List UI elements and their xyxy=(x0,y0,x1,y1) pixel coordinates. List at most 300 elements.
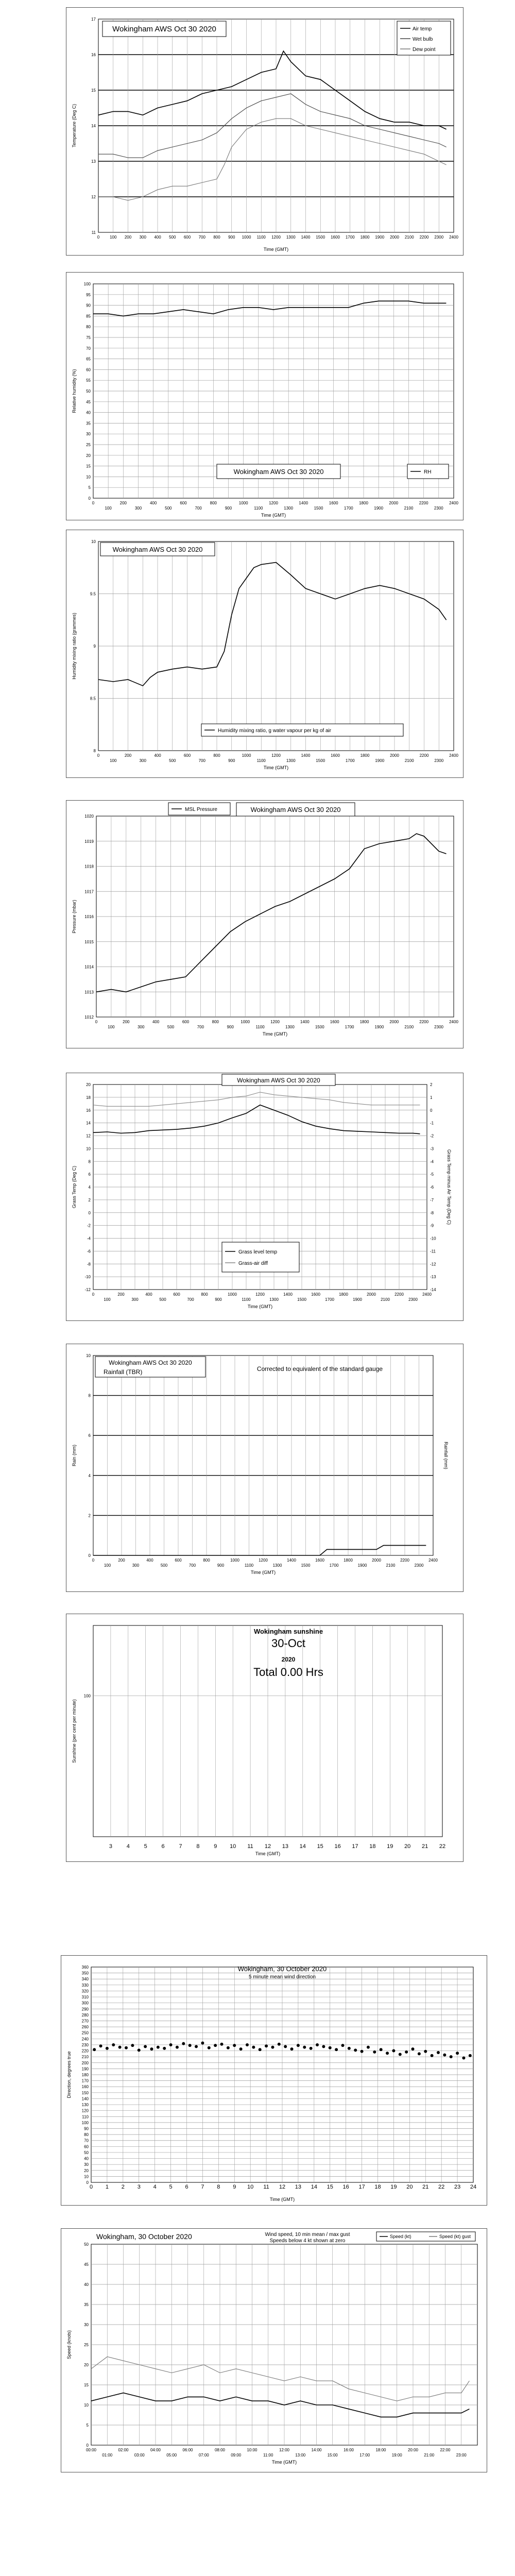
y-tick-label: 350 xyxy=(81,1971,89,1976)
data-point xyxy=(93,2048,96,2051)
y-tick-label: 160 xyxy=(81,2084,89,2090)
chart-subtitle: Speeds below 4 kt shown at zero xyxy=(269,2238,346,2244)
temperature-chart-svg xyxy=(66,8,464,256)
x-tick-label: 1800 xyxy=(359,1020,369,1024)
y-tick-label: 17 xyxy=(91,17,96,22)
x-tick-label: 900 xyxy=(215,1297,222,1302)
y-tick-label: 100 xyxy=(81,2120,89,2125)
x-tick-label: 1000 xyxy=(242,235,251,240)
y-axis-label: Humidity mixing ratio (grammes) xyxy=(72,613,77,680)
data-point xyxy=(469,2054,472,2057)
x-tick-label: 200 xyxy=(118,1558,125,1563)
y-tick-label: 30 xyxy=(86,432,91,437)
legend-label: Grass level temp xyxy=(238,1249,278,1255)
data-point xyxy=(284,2045,287,2048)
x-tick-label: 1800 xyxy=(360,235,370,240)
y-tick-label: 30 xyxy=(84,2162,89,2167)
x-tick-label: 10 xyxy=(247,2184,254,2190)
x-tick-label: 1100 xyxy=(256,758,266,763)
y-tick-label: 340 xyxy=(81,1977,89,1982)
wind-direction-chart-svg xyxy=(61,1956,488,2206)
x-tick-label: 100 xyxy=(110,235,117,240)
data-point xyxy=(462,2056,465,2059)
x-tick-label: 17 xyxy=(358,2184,365,2190)
x-tick-label: 12 xyxy=(264,1843,271,1850)
x-tick-label: 100 xyxy=(104,1297,111,1302)
y2-tick-label: -7 xyxy=(430,1197,434,1202)
y-tick-label: 250 xyxy=(81,2030,89,2036)
x-tick-label: 300 xyxy=(138,1025,145,1029)
x-tick-label: 2000 xyxy=(367,1292,376,1297)
x-tick-label: 2100 xyxy=(386,1563,396,1568)
x-axis-label: Time (GMT) xyxy=(269,2197,295,2202)
y-tick-label: 35 xyxy=(86,421,91,426)
data-point xyxy=(348,2047,351,2050)
y-tick-label: 25 xyxy=(84,2343,89,2347)
legend-label: RH xyxy=(424,469,432,475)
x-tick-label: 08:00 xyxy=(214,2448,226,2452)
x-tick-label: 1500 xyxy=(315,1025,324,1029)
x-tick-label: 2100 xyxy=(381,1297,390,1302)
x-tick-label: 200 xyxy=(124,235,132,240)
data-point xyxy=(188,2044,192,2047)
x-tick-label: 500 xyxy=(169,235,176,240)
x-tick-label: 2200 xyxy=(400,1558,409,1563)
y-tick-label: 15 xyxy=(84,2383,89,2387)
x-tick-label: 1100 xyxy=(244,1563,254,1568)
data-point xyxy=(316,2043,319,2046)
data-point xyxy=(169,2043,173,2046)
x-tick-label: 2100 xyxy=(404,235,414,240)
y-tick-label: 10 xyxy=(86,474,91,480)
sunshine-chart-svg xyxy=(66,1614,464,1862)
x-tick-label: 2100 xyxy=(404,1025,414,1029)
y-axis-label: Speed (knots) xyxy=(66,2330,72,2360)
x-tick-label: 2400 xyxy=(428,1558,438,1563)
x-tick-label: 1700 xyxy=(325,1297,334,1302)
x-tick-label: 1300 xyxy=(284,506,294,511)
x-tick-label: 1600 xyxy=(330,1020,339,1024)
rain-chart-svg xyxy=(66,1344,464,1592)
x-tick-label: 900 xyxy=(228,235,235,240)
x-axis-label: Time (GMT) xyxy=(263,247,289,252)
x-tick-label: 1300 xyxy=(269,1297,279,1302)
y-tick-label: 5 xyxy=(86,2423,89,2428)
x-tick-label: 800 xyxy=(213,235,220,240)
x-tick-label: 24 xyxy=(470,2184,477,2190)
x-tick-label: 16 xyxy=(334,1843,341,1850)
x-tick-label: 0 xyxy=(97,235,100,240)
x-tick-label: 15 xyxy=(327,2184,333,2190)
x-tick-label: 2300 xyxy=(414,1563,424,1568)
y-tick-label: 12 xyxy=(91,195,96,199)
x-tick-label: 100 xyxy=(108,1025,115,1029)
x-tick-label: 02:00 xyxy=(118,2448,129,2452)
x-tick-label: 1800 xyxy=(344,1558,353,1563)
data-point xyxy=(131,2044,134,2047)
x-tick-label: 1000 xyxy=(238,501,248,505)
y-tick-label: 230 xyxy=(81,2042,89,2047)
chart-title: Wokingham AWS Oct 30 2020 xyxy=(112,25,216,33)
data-point xyxy=(239,2047,243,2050)
x-tick-label: 23 xyxy=(454,2184,461,2190)
y-tick-label: 8 xyxy=(88,1393,91,1398)
x-tick-label: 400 xyxy=(152,1020,160,1024)
x-tick-label: 8 xyxy=(196,1843,200,1850)
data-point xyxy=(182,2042,185,2045)
data-point xyxy=(380,2048,383,2051)
rain-chart xyxy=(66,1344,464,1592)
x-tick-label: 16:00 xyxy=(343,2448,354,2452)
data-point xyxy=(437,2051,440,2054)
grass-chart-svg xyxy=(66,1073,464,1321)
x-tick-label: 18 xyxy=(369,1843,376,1850)
pressure-chart-svg xyxy=(66,801,464,1049)
x-tick-label: 800 xyxy=(201,1292,208,1297)
x-tick-label: 0 xyxy=(92,1292,95,1297)
y-tick-label: 15 xyxy=(91,88,96,93)
x-tick-label: 2000 xyxy=(389,501,399,505)
y2-tick-label: -10 xyxy=(430,1236,436,1241)
x-tick-label: 2100 xyxy=(404,758,414,763)
x-tick-label: 2200 xyxy=(394,1292,404,1297)
data-point xyxy=(176,2046,179,2049)
x-tick-label: 700 xyxy=(197,1025,204,1029)
y-tick-label: 35 xyxy=(84,2302,89,2307)
y-tick-label: -4 xyxy=(87,1236,91,1241)
chart-title: Wokingham AWS Oct 30 2020 xyxy=(250,806,341,814)
y-tick-label: 80 xyxy=(86,325,91,330)
data-point xyxy=(252,2046,255,2049)
data-point xyxy=(195,2045,198,2048)
data-point xyxy=(418,2052,421,2055)
y2-tick-label: -4 xyxy=(430,1159,434,1164)
x-tick-label: 5 xyxy=(169,2184,173,2190)
chart-subtitle: Wind speed, 10 min mean / max gust xyxy=(265,2232,350,2238)
y-tick-label: 11 xyxy=(91,230,96,235)
y2-tick-label: -9 xyxy=(430,1223,434,1228)
x-tick-label: 400 xyxy=(154,753,161,758)
y-tick-label: 75 xyxy=(86,335,91,340)
x-tick-label: 1400 xyxy=(283,1292,293,1297)
x-axis-label: Time (GMT) xyxy=(262,1031,288,1037)
data-point xyxy=(290,2047,294,2050)
x-tick-label: 18:00 xyxy=(375,2448,386,2452)
x-tick-label: 700 xyxy=(195,506,202,511)
x-tick-label: 200 xyxy=(124,753,132,758)
y-axis-label: Pressure (mbar) xyxy=(72,900,77,934)
chart-title: Wokingham AWS Oct 30 2020 xyxy=(237,1077,320,1084)
data-point xyxy=(201,2041,204,2044)
y-tick-label: 310 xyxy=(81,1995,89,2000)
x-tick-label: 1400 xyxy=(301,753,311,758)
x-tick-label: 800 xyxy=(213,753,220,758)
y-axis-label: Sunshine (per cent per minute) xyxy=(72,1699,77,1763)
data-point xyxy=(214,2044,217,2047)
y2-tick-label: -1 xyxy=(430,1121,434,1126)
y-tick-label: 25 xyxy=(86,443,91,447)
y-tick-label: 0 xyxy=(88,496,91,501)
data-point xyxy=(367,2046,370,2049)
y-tick-label: 65 xyxy=(86,357,91,362)
x-tick-label: 700 xyxy=(198,758,205,763)
y-tick-label: 14 xyxy=(91,124,96,128)
y-tick-label: 330 xyxy=(81,1982,89,1988)
y-tick-label: 1020 xyxy=(84,814,94,819)
y2-tick-label: -2 xyxy=(430,1133,434,1139)
chart-title: Wokingham AWS Oct 30 2020 xyxy=(233,468,324,476)
x-tick-label: 1900 xyxy=(374,506,384,511)
x-tick-label: 1900 xyxy=(375,235,385,240)
y-tick-label: 5 xyxy=(88,485,91,490)
x-tick-label: 1000 xyxy=(242,753,251,758)
x-tick-label: 1500 xyxy=(314,506,323,511)
y-tick-label: 130 xyxy=(81,2103,89,2108)
sunshine-chart xyxy=(66,1614,464,1862)
y-tick-label: 20 xyxy=(86,453,91,458)
x-tick-label: 300 xyxy=(134,506,142,511)
x-tick-label: 1800 xyxy=(339,1292,348,1297)
y-tick-label: 140 xyxy=(81,2096,89,2102)
y-tick-label: 15 xyxy=(86,464,91,469)
y-tick-label: 16 xyxy=(86,1108,91,1113)
x-tick-label: 07:00 xyxy=(198,2453,209,2458)
x-tick-label: 1100 xyxy=(255,1025,265,1029)
x-tick-label: 19 xyxy=(390,2184,397,2190)
data-point xyxy=(220,2043,224,2046)
y-tick-label: 10 xyxy=(86,1353,91,1358)
data-point xyxy=(360,2050,364,2053)
x-tick-label: 12:00 xyxy=(279,2448,290,2452)
chart-title: Wokingham, 30 October 2020 xyxy=(96,2232,192,2241)
y-tick-label: 360 xyxy=(81,1965,89,1970)
data-point xyxy=(322,2045,325,2048)
x-tick-label: 12 xyxy=(279,2184,286,2190)
data-point xyxy=(431,2054,434,2057)
y-tick-label: 100 xyxy=(83,1693,91,1699)
y-tick-label: 45 xyxy=(86,399,91,404)
data-point xyxy=(450,2055,453,2058)
x-tick-label: 2000 xyxy=(390,753,399,758)
data-point xyxy=(386,2052,389,2055)
x-tick-label: 15:00 xyxy=(327,2453,338,2458)
x-tick-label: 300 xyxy=(139,235,146,240)
data-point xyxy=(144,2045,147,2048)
y-tick-label: 30 xyxy=(84,2323,89,2327)
x-tick-label: 3 xyxy=(109,1843,112,1850)
x-tick-label: 19 xyxy=(387,1843,393,1850)
y-tick-label: 2 xyxy=(88,1513,91,1518)
y-tick-label: 70 xyxy=(86,346,91,351)
x-tick-label: 2000 xyxy=(372,1558,381,1563)
chart-title: Wokingham AWS Oct 30 2020 xyxy=(109,1359,192,1366)
x-tick-label: 300 xyxy=(139,758,146,763)
x-tick-label: 1500 xyxy=(316,758,325,763)
y-tick-label: 100 xyxy=(83,282,91,286)
y-tick-label: 10 xyxy=(84,2403,89,2408)
y-tick-label: 40 xyxy=(84,2156,89,2161)
x-tick-label: 600 xyxy=(173,1292,180,1297)
chart-year: 2020 xyxy=(281,1656,296,1663)
x-tick-label: 6 xyxy=(161,1843,165,1850)
data-point xyxy=(265,2044,268,2047)
x-tick-label: 11:00 xyxy=(263,2453,273,2458)
x-tick-label: 800 xyxy=(203,1558,210,1563)
data-point xyxy=(392,2049,395,2053)
x-tick-label: 13 xyxy=(295,2184,302,2190)
y-tick-label: 260 xyxy=(81,2025,89,2030)
y-tick-label: 10 xyxy=(86,1146,91,1151)
x-tick-label: 1200 xyxy=(271,235,281,240)
wind-direction-chart xyxy=(61,1955,487,2206)
x-tick-label: 700 xyxy=(187,1297,194,1302)
x-tick-label: 4 xyxy=(126,1843,130,1850)
data-point xyxy=(208,2046,211,2049)
y-tick-label: 80 xyxy=(84,2132,89,2138)
x-tick-label: 300 xyxy=(132,1563,140,1568)
data-point xyxy=(303,2046,306,2049)
x-tick-label: 14 xyxy=(311,2184,317,2190)
data-point xyxy=(424,2050,427,2053)
x-tick-label: 600 xyxy=(183,235,191,240)
chart-title: Wokingham AWS Oct 30 2020 xyxy=(112,546,203,553)
y2-tick-label: 2 xyxy=(430,1082,433,1087)
x-tick-label: 1100 xyxy=(254,506,263,511)
y-tick-label: 0 xyxy=(88,1553,91,1558)
x-tick-label: 500 xyxy=(169,758,176,763)
y-tick-label: 70 xyxy=(84,2138,89,2143)
x-tick-label: 1600 xyxy=(315,1558,324,1563)
x-tick-label: 500 xyxy=(165,506,172,511)
y-tick-label: 50 xyxy=(84,2150,89,2155)
x-tick-label: 1500 xyxy=(301,1563,311,1568)
humidity-chart-svg xyxy=(66,273,464,521)
temperature-chart xyxy=(66,7,464,256)
data-point xyxy=(157,2046,160,2049)
chart-subtitle: 5 minute mean wind direction xyxy=(248,1974,316,1980)
y2-tick-label: -14 xyxy=(430,1287,436,1292)
y-tick-label: 16 xyxy=(91,53,96,57)
x-tick-label: 1800 xyxy=(360,753,370,758)
chart-subtitle: Rainfall (TBR) xyxy=(104,1368,143,1376)
y-tick-label: 300 xyxy=(81,2001,89,2006)
x-tick-label: 900 xyxy=(227,1025,234,1029)
x-axis-label: Time (GMT) xyxy=(247,1304,273,1309)
data-point xyxy=(341,2044,344,2047)
legend-label: Wet bulb xyxy=(413,37,433,42)
x-tick-label: 09:00 xyxy=(231,2453,242,2458)
y-tick-label: 290 xyxy=(81,2007,89,2012)
pressure-chart xyxy=(66,800,464,1048)
y-tick-label: 1017 xyxy=(84,889,94,894)
x-tick-label: 1400 xyxy=(299,501,308,505)
legend-label: MSL Pressure xyxy=(185,807,217,812)
x-tick-label: 4 xyxy=(153,2184,157,2190)
x-tick-label: 300 xyxy=(131,1297,139,1302)
x-tick-label: 2300 xyxy=(434,235,444,240)
y-axis-label: Relative humidity (%) xyxy=(72,369,77,413)
legend-label: Speed (kt) gust xyxy=(439,2234,471,2239)
x-tick-label: 0 xyxy=(92,1558,95,1563)
grass-chart xyxy=(66,1073,464,1321)
x-tick-label: 1700 xyxy=(344,506,353,511)
x-tick-label: 1900 xyxy=(357,1563,367,1568)
chart-title: Wokingham, 30 October 2020 xyxy=(237,1965,327,1973)
y-axis-label: Grass Temp (Deg C) xyxy=(72,1165,77,1209)
x-tick-label: 2200 xyxy=(419,501,428,505)
x-tick-label: 9 xyxy=(214,1843,217,1850)
x-tick-label: 20 xyxy=(404,1843,411,1850)
x-tick-label: 2100 xyxy=(404,506,414,511)
x-tick-label: 2400 xyxy=(449,235,458,240)
x-tick-label: 500 xyxy=(160,1563,168,1568)
x-tick-label: 1500 xyxy=(316,235,325,240)
x-tick-label: 100 xyxy=(110,758,117,763)
x-tick-label: 1600 xyxy=(331,753,340,758)
y-tick-label: 1018 xyxy=(84,864,94,869)
x-tick-label: 17:00 xyxy=(359,2453,370,2458)
y-tick-label: 1019 xyxy=(84,839,94,844)
x-tick-label: 05:00 xyxy=(166,2453,177,2458)
y-tick-label: 60 xyxy=(84,2144,89,2149)
x-tick-label: 2200 xyxy=(419,235,429,240)
legend-label: Speed (kt) xyxy=(390,2234,411,2239)
x-tick-label: 22 xyxy=(438,2184,445,2190)
y-tick-label: -8 xyxy=(87,1262,91,1267)
x-tick-label: 500 xyxy=(159,1297,166,1302)
x-tick-label: 100 xyxy=(104,1563,111,1568)
x-tick-label: 1900 xyxy=(353,1297,362,1302)
x-tick-label: 600 xyxy=(182,1020,190,1024)
x-tick-label: 1300 xyxy=(286,235,296,240)
x-tick-label: 18 xyxy=(374,2184,381,2190)
y-tick-label: -12 xyxy=(84,1287,91,1292)
x-tick-label: 21:00 xyxy=(424,2453,435,2458)
x-tick-label: 2400 xyxy=(449,501,458,505)
x-tick-label: 1500 xyxy=(297,1297,306,1302)
x-tick-label: 10:00 xyxy=(247,2448,258,2452)
y-tick-label: 280 xyxy=(81,2012,89,2018)
x-tick-label: 6 xyxy=(185,2184,188,2190)
x-tick-label: 1300 xyxy=(285,1025,295,1029)
y2-axis-label: Grass Temp minus Air Temp (Deg C) xyxy=(447,1149,452,1225)
x-tick-label: 00:00 xyxy=(85,2448,97,2452)
y-tick-label: 320 xyxy=(81,1989,89,1994)
y-tick-label: 50 xyxy=(84,2242,89,2247)
x-tick-label: 2300 xyxy=(434,1025,443,1029)
y-axis-label: Direction, degrees true xyxy=(66,2051,72,2098)
y-tick-label: 8 xyxy=(93,749,96,753)
legend-label: Grass-air diff xyxy=(238,1261,268,1266)
y-tick-label: 14 xyxy=(86,1121,91,1126)
y2-tick-label: 1 xyxy=(430,1095,433,1100)
y-tick-label: 110 xyxy=(82,2114,89,2120)
x-tick-label: 22:00 xyxy=(440,2448,451,2452)
y-tick-label: 1012 xyxy=(84,1015,94,1020)
x-axis-label: Time (GMT) xyxy=(255,1851,281,1856)
x-tick-label: 06:00 xyxy=(182,2448,193,2452)
y2-tick-label: -6 xyxy=(430,1185,434,1190)
x-tick-label: 1100 xyxy=(242,1297,251,1302)
x-tick-label: 1000 xyxy=(228,1292,237,1297)
x-tick-label: 2000 xyxy=(390,235,399,240)
x-tick-label: 2300 xyxy=(434,758,444,763)
x-tick-label: 2400 xyxy=(449,1020,458,1024)
y-axis-label: Temperature (Deg C) xyxy=(72,104,77,148)
humidity-chart xyxy=(66,272,464,520)
y-tick-label: 18 xyxy=(86,1095,91,1100)
x-tick-label: 1700 xyxy=(345,1025,354,1029)
